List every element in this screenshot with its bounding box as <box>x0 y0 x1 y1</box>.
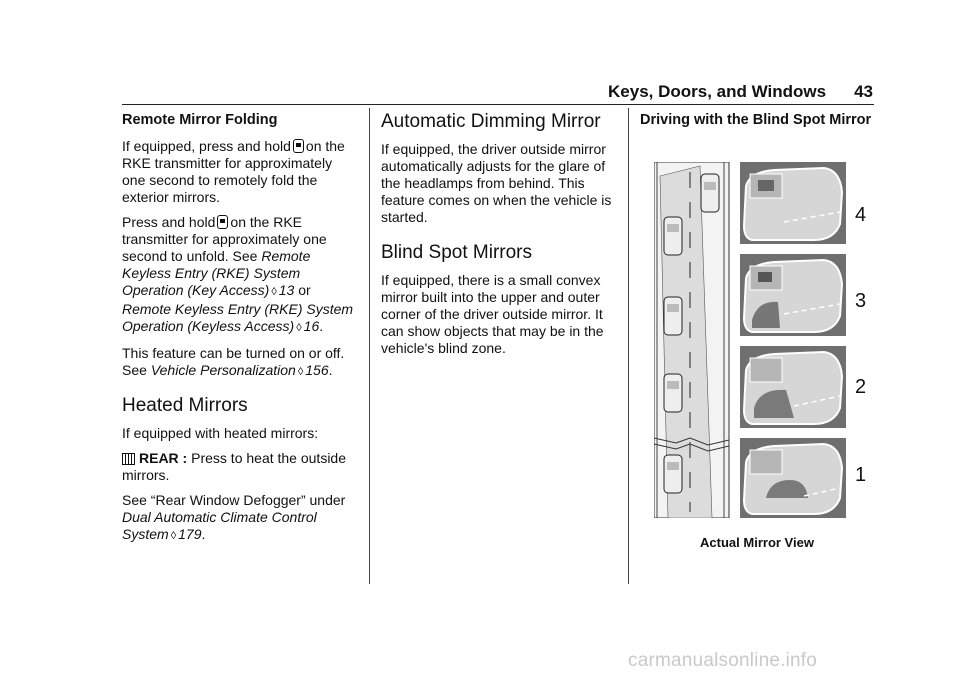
page-number: 43 <box>854 82 873 101</box>
page-ref-icon: ◊ <box>170 530 177 542</box>
heated-mirrors-heading: Heated Mirrors <box>122 395 248 416</box>
step-label-3: 3 <box>855 290 867 312</box>
unlock-button-icon <box>217 215 228 229</box>
automatic-dimming-text: If equipped, the driver outside mirror automatically adjusts for the glare of the headlamps from behind. This feature comes on when the vehicle is started. <box>381 141 612 225</box>
driver-car-icon <box>701 174 719 212</box>
ref-page-16[interactable]: 16 <box>303 318 320 334</box>
personalization-text: This feature can be turned on or off. See <box>122 345 345 378</box>
page-ref-icon: ◊ <box>271 286 277 298</box>
ref-page-156[interactable]: 156 <box>305 362 329 378</box>
passing-car-icon <box>664 455 682 493</box>
ref-climate-control[interactable]: Dual Automatic Climate Control System <box>122 509 317 542</box>
or-text: or <box>298 282 311 298</box>
step-label-1: 1 <box>855 464 867 486</box>
fold-text-b: on the RKE transmitter for approximately one second to remotely fold the exterior mirrors. <box>122 138 345 205</box>
rear-label: REAR : <box>139 450 188 466</box>
column-3 <box>640 111 874 138</box>
page-ref-icon: ◊ <box>297 366 304 378</box>
rear-text: Press to heat the outside mirrors. <box>122 450 346 483</box>
step-label-4: 4 <box>855 204 867 226</box>
driving-blind-spot-heading: Driving with the Blind Spot Mirror <box>640 112 872 128</box>
mirror-view-1 <box>740 438 846 518</box>
unfold-text-a: Press and hold <box>122 214 216 230</box>
rear-defog-icon <box>122 453 135 465</box>
lock-button-icon <box>293 139 304 153</box>
passing-car-icon <box>664 374 682 412</box>
remote-mirror-folding-heading: Remote Mirror Folding <box>122 112 278 128</box>
ref-page-13[interactable]: 13 <box>278 282 295 298</box>
ref-rke-keyless-access[interactable]: Remote Keyless Entry (RKE) System Operation (Keyless Access) <box>122 301 354 334</box>
passing-car-icon <box>664 217 682 255</box>
passing-car-icon <box>664 297 682 335</box>
blind-spot-illustration <box>654 162 850 518</box>
heated-intro: If equipped with heated mirrors: <box>122 425 319 441</box>
defogger-text: See “Rear Window Defogger” under <box>122 492 346 508</box>
ref-rke-key-access[interactable]: Remote Keyless Entry (RKE) System Operation (Key Access) <box>122 248 311 298</box>
personalization-paragraph: This feature can be turned on or off. See Vehicle Personalization ◊ 156. <box>122 345 345 378</box>
mirror-view-3 <box>740 254 846 336</box>
ref-page-179[interactable]: 179 <box>178 526 202 542</box>
road-diagram <box>654 162 729 518</box>
defogger-ref-paragraph: See “Rear Window Defogger” under Dual Automatic Climate Control System ◊ 179. <box>122 492 346 542</box>
automatic-dimming-heading: Automatic Dimming Mirror <box>381 111 601 132</box>
column-1 <box>122 111 354 553</box>
page-ref-icon: ◊ <box>296 322 302 334</box>
mirror-view-2 <box>740 346 846 428</box>
ref-vehicle-personalization[interactable]: Vehicle Personalization <box>150 362 296 378</box>
column-divider-1 <box>369 108 370 584</box>
remote-unfold-paragraph: Press and hold on the RKE transmitter for approximately one second to unfold. See Remote Keyless Entry (RKE) System Operation (Key Access) ◊ 13 or Remote Keyless Entry (RKE) System Operation (Keyless Access) ◊ 16. <box>122 214 354 334</box>
rear-defog-paragraph <box>122 450 354 484</box>
fold-text-a: If equipped, press and hold <box>122 138 291 154</box>
column-divider-2 <box>628 108 629 584</box>
blind-spot-text: If equipped, there is a small convex mirror built into the upper and outer corner of the driver outside mirror. It can show objects that may be in the vehicle's blind zone. <box>381 272 604 356</box>
unfold-text-b: on the RKE transmitter for approximately one second to unfold. See <box>122 214 327 264</box>
illustration-caption: Actual Mirror View <box>700 535 814 550</box>
watermark: carmanualsonline.info <box>628 650 818 671</box>
remote-fold-paragraph <box>122 138 354 206</box>
header-rule <box>122 104 874 105</box>
mirror-view-4 <box>740 162 846 244</box>
running-header <box>608 82 873 102</box>
section-title: Keys, Doors, and Windows <box>608 82 827 101</box>
step-label-2: 2 <box>855 376 867 398</box>
blind-spot-heading: Blind Spot Mirrors <box>381 242 532 263</box>
column-2 <box>381 111 617 365</box>
